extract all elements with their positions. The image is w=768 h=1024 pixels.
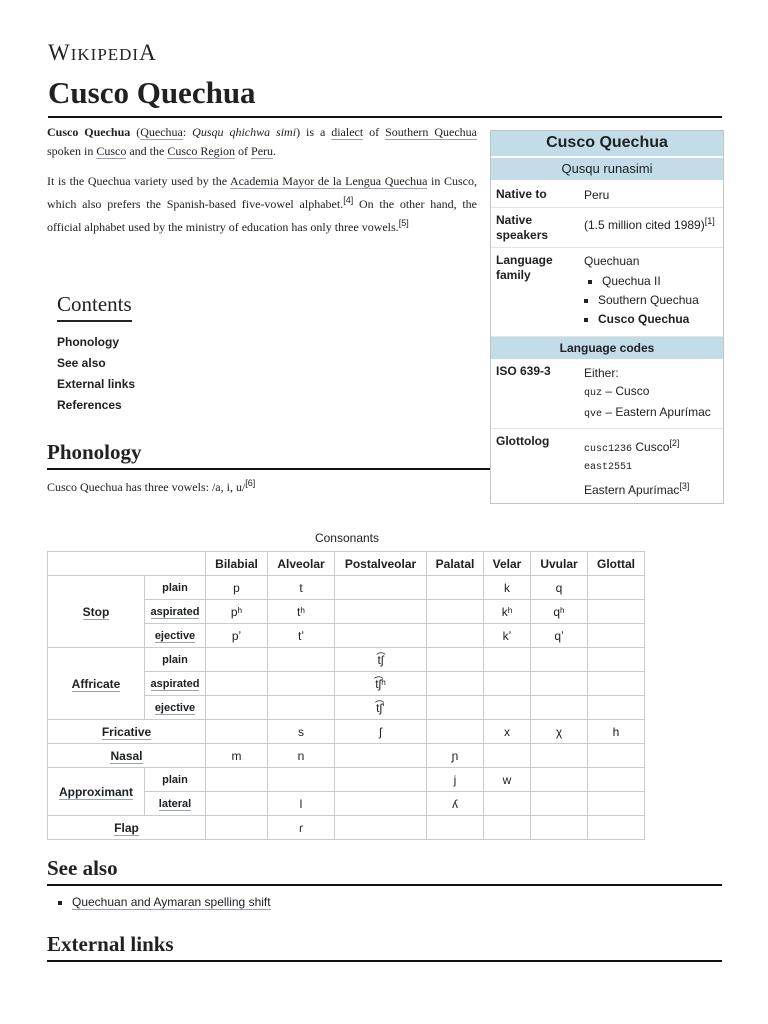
family-quechua-ii[interactable]: ▪ Quechua II [602, 275, 718, 288]
infobox-native-name: Qusqu runasimi [491, 158, 723, 182]
family-tree [584, 275, 718, 326]
table-row: Affricate plain t͡ʃ [48, 648, 645, 672]
sub-aspirated-link[interactable]: aspirated [150, 605, 200, 618]
link-dialect[interactable]: dialect [331, 125, 364, 139]
wikipedia-wordmark[interactable]: WIKIPEDIA [48, 40, 157, 65]
see-also-list [60, 895, 271, 909]
row-stop[interactable]: Stop [82, 604, 110, 619]
infobox-row-iso: ISO 639-3 Either: quz – Cusco qve – Eastern Apurímac [491, 359, 723, 429]
table-row: Stop plain p t k q [48, 576, 645, 600]
heading-phonology: Phonology [47, 439, 722, 470]
consonant-table [47, 551, 645, 840]
table-row: Approximant plain j w [48, 768, 645, 792]
toc-item-phonology[interactable]: Phonology [57, 335, 119, 349]
heading-external-links: External links [47, 931, 722, 962]
link-cusco-region[interactable]: Cusco Region [167, 144, 236, 158]
link-spelling-shift[interactable]: Quechuan and Aymaran spelling shift [72, 895, 271, 909]
row-approximant[interactable]: Approximant [58, 784, 133, 799]
table-row: Fricative s ʃ x χ h [48, 720, 645, 744]
sub-aspirated-link[interactable]: aspirated [150, 677, 200, 690]
list-item [72, 895, 271, 909]
table-row: ejective t͡ʃʼ [48, 696, 645, 720]
toc-item-see-also[interactable]: See also [57, 356, 106, 370]
glottolog-code-east[interactable]: east2551 [584, 462, 633, 473]
table-row: aspirated t͡ʃʰ [48, 672, 645, 696]
toc-item-references[interactable]: References [57, 398, 122, 412]
table-header-row [48, 552, 645, 576]
col-postalveolar: Postalveolar [335, 552, 427, 576]
link-peru[interactable]: Peru [251, 144, 274, 158]
ref-1[interactable]: [1] [704, 216, 715, 226]
table-row: aspirated pʰ tʰ kʰ qʰ [48, 600, 645, 624]
iso-code-quz[interactable]: quz [584, 388, 603, 399]
sub-lateral-link[interactable]: lateral [158, 797, 192, 810]
col-uvular: Uvular [531, 552, 588, 576]
col-glottal: Glottal [588, 552, 645, 576]
ref-6[interactable]: [6] [245, 478, 256, 488]
table-row: Nasal m n ɲ [48, 744, 645, 768]
family-southern-quechua[interactable]: ▪ Southern Quechua [598, 294, 718, 307]
infobox-title: Cusco Quechua [491, 131, 723, 158]
col-palatal: Palatal [427, 552, 484, 576]
table-row: ejective pʼ tʼ kʼ qʼ [48, 624, 645, 648]
language-codes-header: Language codes [491, 337, 723, 359]
link-quechua[interactable]: Quechua [140, 125, 183, 139]
toc-item-external-links[interactable]: External links [57, 377, 136, 391]
intro-paragraph-1: Cusco Quechua (Quechua: Qusqu qhichwa simi) is a dialect of Southern Quechua spoken in Cusco and the Cusco Region of Peru. [47, 125, 478, 158]
table-row: Flap ɾ [48, 816, 645, 840]
row-fricative[interactable]: Fricative [101, 724, 152, 739]
sub-ejective-link[interactable]: ejective [154, 629, 196, 642]
infobox-row-glottolog: Glottolog cusc1236 Cusco[2] east2551 Eastern Apurímac[3] [491, 429, 723, 503]
col-alveolar: Alveolar [268, 552, 335, 576]
row-nasal[interactable]: Nasal [110, 748, 143, 763]
consonants-caption: Consonants [314, 531, 380, 545]
infobox-row-family: Language family Quechuan ▪ Quechua II ▪ Southern Quechua ▪ Cusco Quechua [491, 248, 723, 337]
sub-ejective-link[interactable]: ejective [154, 701, 196, 714]
row-affricate[interactable]: Affricate [71, 676, 121, 691]
family-quechuan[interactable]: Quechuan [584, 254, 640, 268]
row-flap[interactable]: Flap [114, 820, 139, 835]
ref-5[interactable]: [5] [398, 218, 409, 228]
intro-paragraph-2: It is the Quechua variety used by the Academia Mayor de la Lengua Quechua in Cusco, which also prefers the Spanish-based five-vowel alphabet.[4] On the other hand, the official alphabet used by the ministry of education has only three vowels.[5] [47, 174, 478, 234]
glottolog-code-cusco[interactable]: cusc1236 [584, 444, 633, 455]
table-row: lateral l ʎ [48, 792, 645, 816]
table-of-contents [57, 292, 257, 416]
infobox [490, 130, 724, 504]
page-title: Cusco Quechua [48, 74, 722, 118]
link-cusco[interactable]: Cusco [96, 144, 127, 158]
ref-3[interactable]: [3] [679, 481, 690, 491]
link-academia[interactable]: Academia Mayor de la Lengua Quechua [230, 174, 428, 188]
ref-2[interactable]: [2] [669, 438, 680, 448]
intro-text [47, 123, 477, 248]
heading-see-also: See also [47, 855, 722, 886]
native-to-value[interactable]: Peru [584, 188, 610, 202]
col-velar: Velar [484, 552, 531, 576]
toc-title: Contents [57, 292, 132, 322]
phonology-text: Cusco Quechua has three vowels: /a, i, u/[6] [47, 478, 256, 494]
link-southern-quechua[interactable]: Southern Quechua [385, 125, 478, 139]
iso-code-qve[interactable]: qve [584, 409, 603, 420]
infobox-row-speakers: Native speakers (1.5 million cited 1989)[1] [491, 208, 723, 248]
ref-4[interactable]: [4] [343, 195, 354, 205]
col-bilabial: Bilabial [206, 552, 268, 576]
family-cusco-quechua: ▪ Cusco Quechua [598, 313, 718, 326]
infobox-row-native-to: Native to Peru [491, 182, 723, 208]
